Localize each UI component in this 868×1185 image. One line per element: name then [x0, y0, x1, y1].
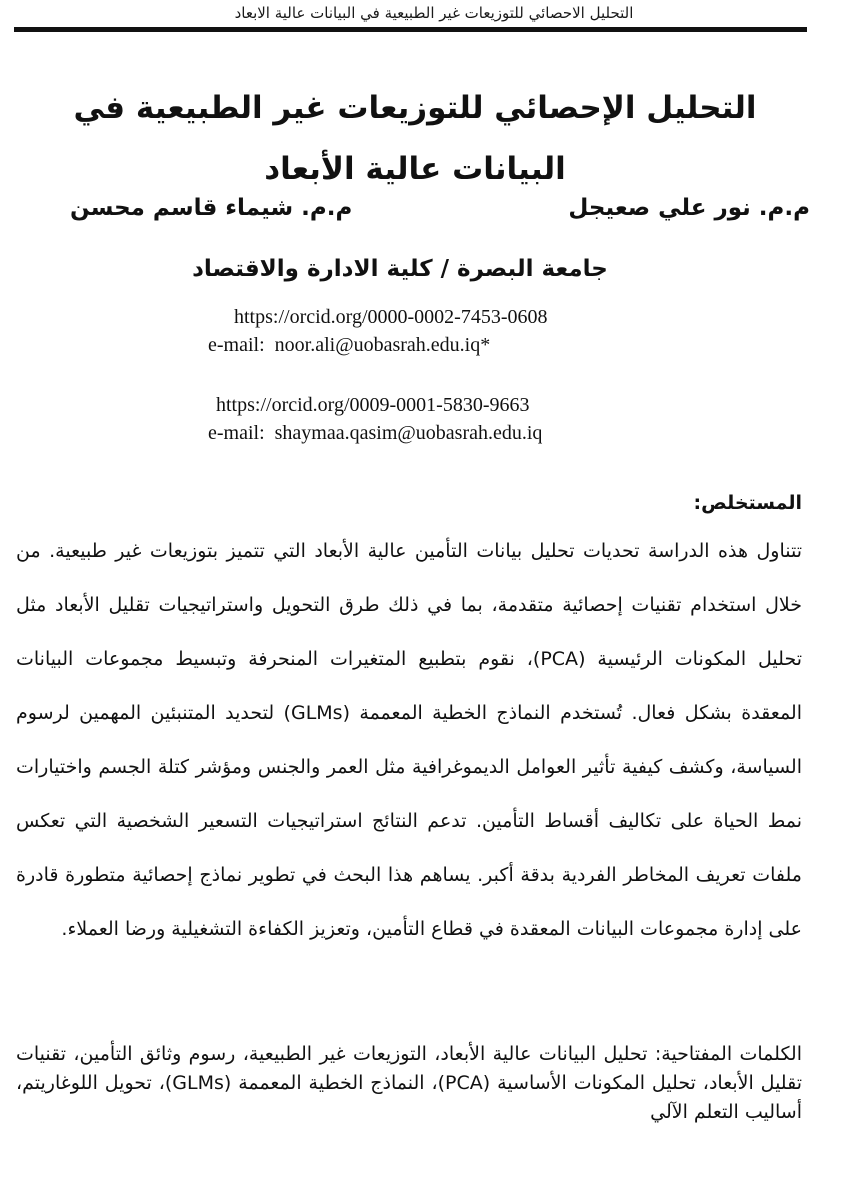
- email-label-2: e-mail:: [208, 422, 265, 444]
- abstract-heading: المستخلص:: [693, 492, 802, 514]
- keywords-text: الكلمات المفتاحية: تحليل البيانات عالية الأبعاد، التوزيعات غير الطبيعية، رسوم وثائق التأمين، تقنيات تقليل الأبعاد، تحليل المكونات الأساسية (PCA)، النماذج الخطية المعممة (GLMs)، تحويل اللوغاريتم، أساليب التعلم الآلي: [16, 1043, 802, 1123]
- orcid-link-1[interactable]: https://orcid.org/0000-0002-7453-0608: [234, 306, 548, 328]
- affiliation: جامعة البصرة / كلية الادارة والاقتصاد: [192, 256, 608, 282]
- email-address-2[interactable]: shaymaa.qasim@uobasrah.edu.iq: [274, 422, 543, 444]
- author-1: م.م. نور علي صعيجل: [568, 195, 810, 221]
- running-header: التحليل الاحصائي للتوزيعات غير الطبيعية في البيانات عالية الابعاد: [234, 4, 634, 22]
- email-label-1: e-mail:: [208, 334, 265, 356]
- abstract-text: تتناول هذه الدراسة تحديات تحليل بيانات التأمين عالية الأبعاد التي تتميز بتوزيعات غير طبيعية. من خلال استخدام تقنيات إحصائية متقدمة، بما في ذلك طرق التحويل واستراتيجيات تقليل الأبعاد مثل تحليل المكونات الرئيسية (PCA)، نقوم بتطبيع المتغيرات المنحرفة وتبسيط مجموعات البيانات المعقدة بشكل فعال. تُستخدم النماذج الخطية المعممة (GLMs) لتحديد المتنبئين المهمين لرسوم السياسة، وكشف كيفية تأثير العوامل الديموغرافية مثل العمر والجنس ومؤشر كتلة الجسم واختيارات نمط الحياة على تكاليف أقساط التأمين. تدعم النتائج استراتيجيات التسعير الشخصية التي تعكس ملفات تعريف المخاطر الفردية بدقة أكبر. يساهم هذا البحث في تطوير نماذج إحصائية متطورة قادرة على إدارة مجموعات البيانات المعقدة في قطاع التأمين، وتعزيز الكفاءة التشغيلية ورضا العملاء.: [16, 540, 802, 940]
- email-line-2: [208, 422, 542, 445]
- email-address-1[interactable]: noor.ali@uobasrah.edu.iq*: [274, 334, 491, 356]
- orcid-link-2[interactable]: https://orcid.org/0009-0001-5830-9663: [216, 394, 530, 416]
- author-2: م.م. شيماء قاسم محسن: [70, 195, 353, 221]
- paper-title: التحليل الإحصائي للتوزيعات غير الطبيعية في البيانات عالية الأبعاد: [73, 90, 757, 187]
- header-rule: [14, 27, 807, 32]
- author-list: [70, 195, 810, 221]
- email-line-1: [208, 334, 490, 357]
